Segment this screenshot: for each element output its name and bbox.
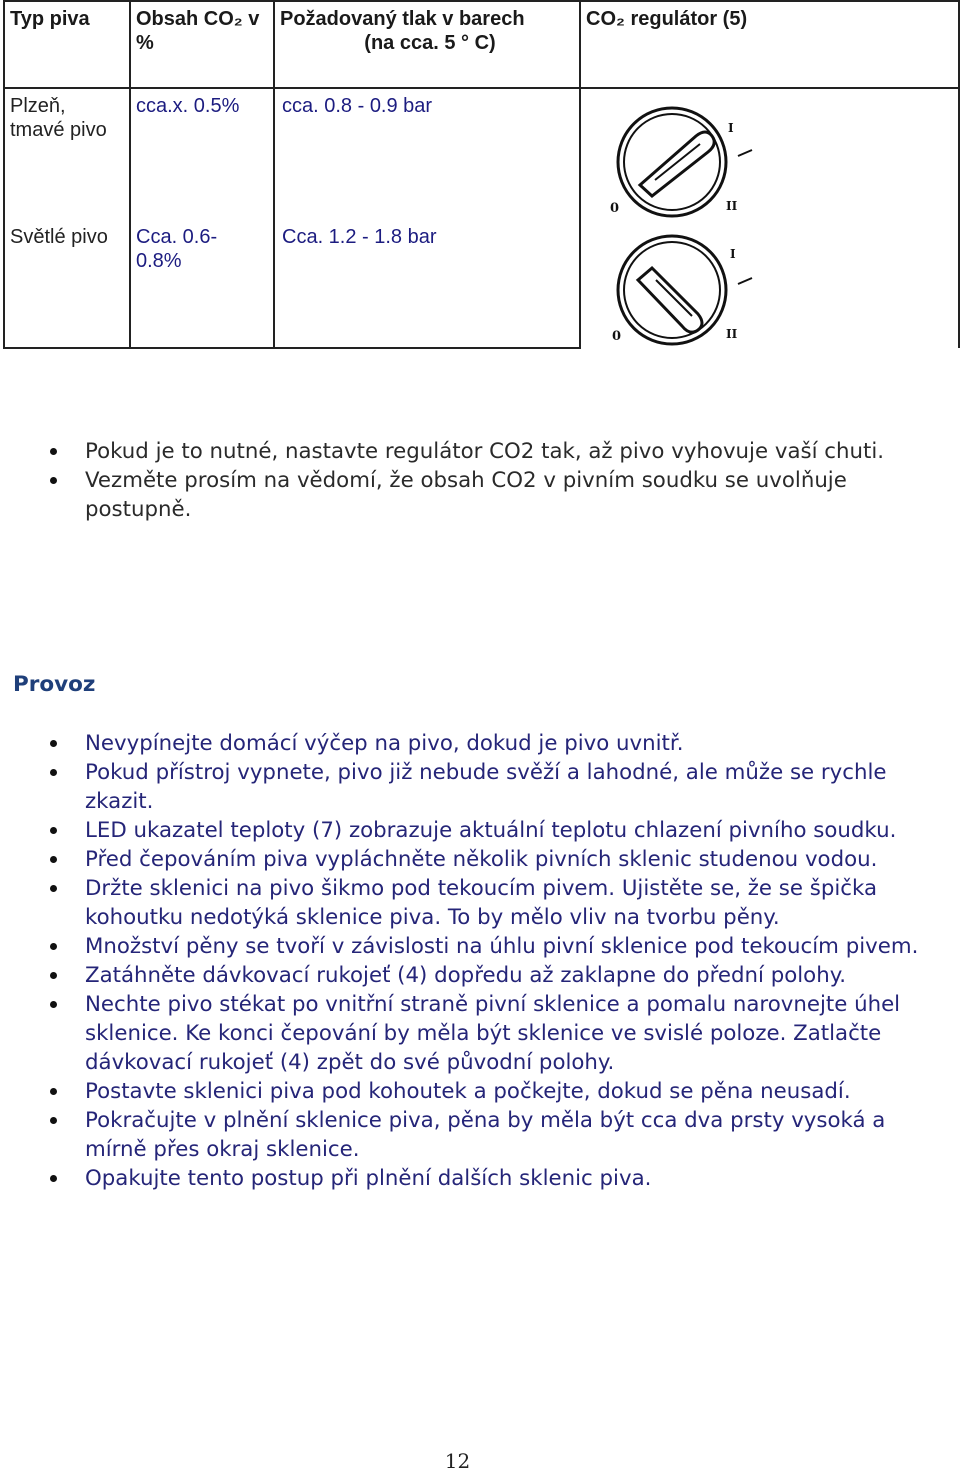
header-pressure-line1: Požadovaný tlak v barech bbox=[280, 8, 525, 30]
dial1-label-zero: 0 bbox=[610, 201, 620, 216]
co2-dial-position-2-icon bbox=[600, 228, 780, 348]
list-item: Držte sklenici na pivo šikmo pod tekoucím pivem. Ujistěte se, že se špička kohoutku nedotýká sklenice piva. To by mělo vliv na tvorbu pěny. bbox=[0, 874, 940, 932]
row1-pressure: cca. 0.8 - 0.9 bar bbox=[274, 88, 580, 220]
list-item: Pokud je to nutné, nastavte regulátor CO2 tak, až pivo vyhovuje vaší chuti. bbox=[0, 437, 940, 466]
list-item: Vezměte prosím na vědomí, že obsah CO2 v pivním soudku se uvolňuje postupně. bbox=[0, 466, 940, 524]
header-beer-type: Typ piva bbox=[4, 1, 130, 88]
list-item: Nevypínejte domácí výčep na pivo, dokud je pivo uvnitř. bbox=[0, 729, 940, 758]
notes-list bbox=[0, 437, 940, 524]
list-item: Pokračujte v plnění sklenice piva, pěna by měla být cca dva prsty vysoká a mírně přes okraj sklenice. bbox=[0, 1106, 940, 1164]
row1-type: Plzeň, tmavé pivo bbox=[4, 88, 130, 220]
header-regulator: CO₂ regulátor (5) bbox=[580, 1, 959, 88]
dial2-label-one: I bbox=[730, 247, 736, 261]
header-pressure bbox=[274, 1, 580, 88]
page-number: 12 bbox=[444, 1449, 471, 1473]
co2-dial-position-1-icon bbox=[600, 100, 780, 220]
list-item: Opakujte tento postup při plnění dalších sklenic piva. bbox=[0, 1164, 940, 1193]
dial1-label-two: II bbox=[726, 199, 738, 213]
list-item: Zatáhněte dávkovací rukojeť (4) dopředu až zaklapne do přední polohy. bbox=[0, 961, 940, 990]
row2-pressure: Cca. 1.2 - 1.8 bar bbox=[274, 220, 580, 348]
table-header-row bbox=[4, 1, 959, 88]
dial1-label-one: I bbox=[728, 121, 734, 135]
section-title: Provoz bbox=[13, 672, 96, 697]
row1-content: cca.x. 0.5% bbox=[130, 88, 274, 220]
header-co2-content: Obsah CO₂ v % bbox=[130, 1, 274, 88]
list-item: Pokud přístroj vypnete, pivo již nebude svěží a lahodné, ale může se rychle zkazit. bbox=[0, 758, 940, 816]
row2-content: Cca. 0.6- 0.8% bbox=[130, 220, 274, 348]
row2-type: Světlé pivo bbox=[4, 220, 130, 348]
co2-table bbox=[3, 0, 960, 349]
header-pressure-line2: (na cca. 5 ° C) bbox=[364, 32, 496, 54]
list-item: Nechte pivo stékat po vnitřní straně pivní sklenice a pomalu narovnejte úhel sklenice. Ke konci čepování by měla být sklenice ve svislé poloze. Zatlačte dávkovací rukojeť (4) zpět do své původní polohy. bbox=[0, 990, 940, 1077]
operation-steps-list bbox=[0, 729, 940, 1193]
list-item: Před čepováním piva vypláchněte několik pivních sklenic studenou vodou. bbox=[0, 845, 940, 874]
list-item: LED ukazatel teploty (7) zobrazuje aktuální teplotu chlazení pivního soudku. bbox=[0, 816, 940, 845]
list-item: Postavte sklenici piva pod kohoutek a počkejte, dokud se pěna neusadí. bbox=[0, 1077, 940, 1106]
list-item: Množství pěny se tvoří v závislosti na úhlu pivní sklenice pod tekoucím pivem. bbox=[0, 932, 940, 961]
dial2-label-zero: 0 bbox=[612, 329, 622, 344]
dial2-label-two: II bbox=[726, 327, 738, 341]
table-row bbox=[4, 88, 959, 220]
